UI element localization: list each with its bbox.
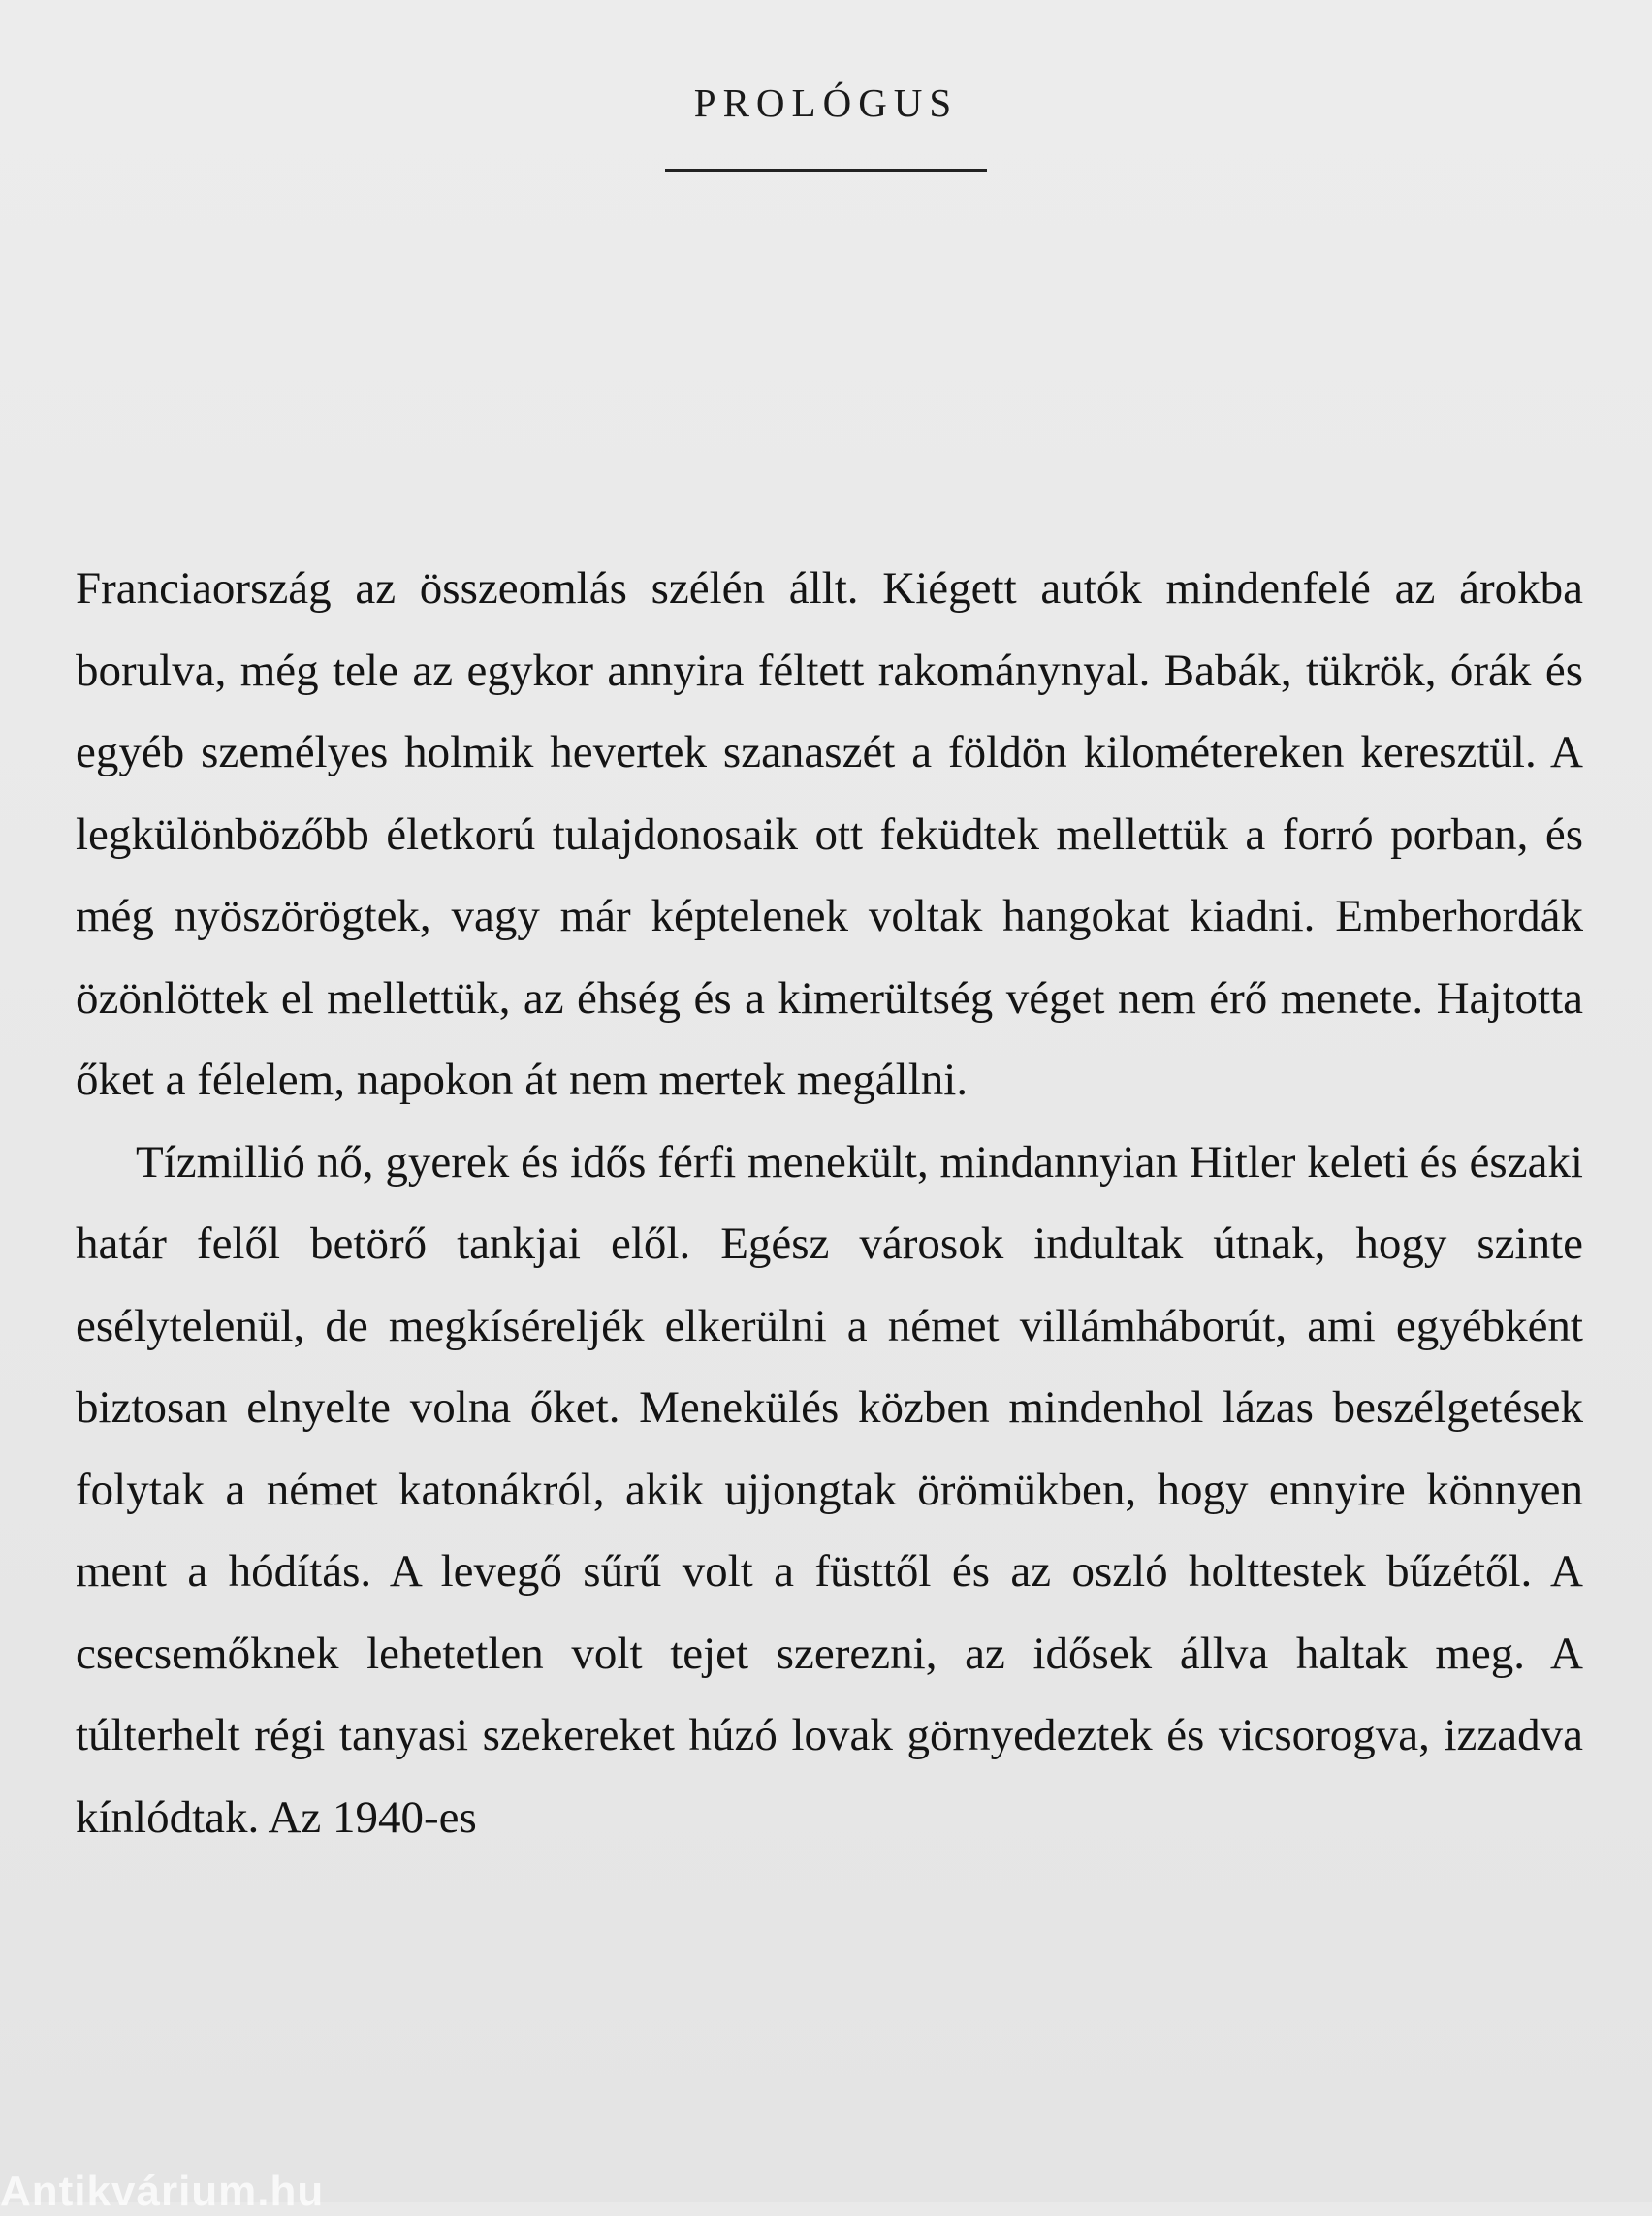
chapter-heading: PROLÓGUS [693, 80, 959, 125]
watermark-text: Antikvárium.hu [0, 2168, 325, 2215]
paragraph-1: Franciaország az összeomlás szélén állt. Kiégett autók mindenfelé az árokba borulva, még tele az egykor annyira féltett rakománynyal. Babák, tükrök, órák és egyéb személyes holmik hevertek szanaszét a földön kilométereken keresztül. A legkülönbözőbb életkorú tulajdonosaik ott feküdtek mellettük a forró porban, és még nyöszörögtek, vagy már képtelenek voltak hangokat kiadni. Emberhordák özönlöttek el mellettük, az éhség és a kimerültség véget nem érő menete. Hajtotta őket a félelem, napokon át nem mertek megállni. [76, 563, 1583, 1105]
body-text [76, 548, 1583, 1858]
heading-underline [665, 169, 987, 172]
paragraph-2: Tízmillió nő, gyerek és idős férfi menekült, mindannyian Hitler keleti és északi határ felől betörő tankjai elől. Egész városok indultak útnak, hogy szinte esélytelenül, de megkíséreljék elkerülni a német villámháborút, ami egyébként biztosan elnyelte volna őket. Menekülés közben mindenhol lázas beszélgetések folytak a német katonákról, akik ujjongtak örömükben, hogy ennyire könnyen ment a hódítás. A levegő sűrű volt a füsttől és az oszló holttestek bűzétől. A csecsemőknek lehetetlen volt tejet szerezni, az idősek állva haltak meg. A túlterhelt régi tanyasi szekereket húzó lovak görnyedeztek és vicsorogva, izzadva kínlódtak. Az 1940-es [76, 1136, 1583, 1843]
